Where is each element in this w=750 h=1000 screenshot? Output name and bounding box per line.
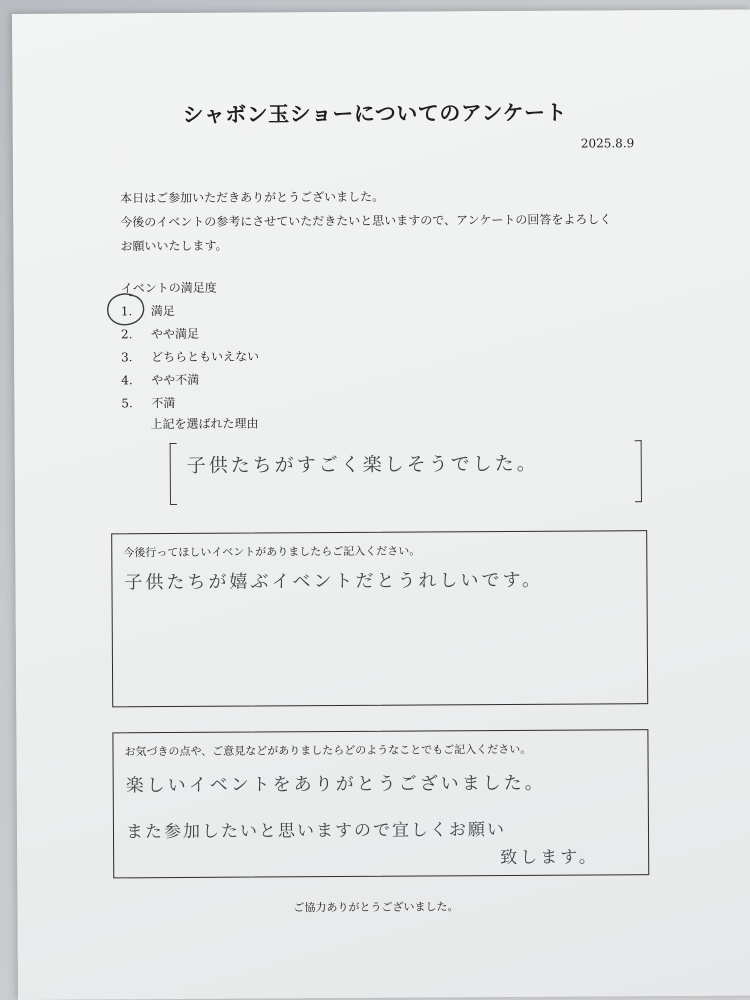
future-events-box[interactable] [111, 530, 648, 707]
option-label: やや不満 [151, 372, 200, 388]
reason-answer-field[interactable]: 子供たちがすごく楽しそうでした。 [186, 452, 539, 477]
option-label: やや満足 [150, 326, 200, 342]
intro-line: 本日はご参加いただきありがとうございました。 [120, 189, 385, 206]
survey-date: 2025.8.9 [580, 136, 635, 151]
future-events-label: 今後行ってほしいイベントがありましたらご記入ください。 [123, 544, 421, 560]
survey-sheet [12, 9, 750, 999]
option-label: どちらともいえない [151, 349, 260, 365]
option-number: 5. [121, 396, 133, 411]
option-number: 1. [120, 304, 133, 319]
intro-line: 今後のイベントの参考にさせていただきたいと思いますので、アンケートの回答をよろしく [120, 212, 612, 230]
option-number: 2. [120, 327, 133, 342]
option-label: 不満 [151, 396, 176, 411]
reason-bracket-right [635, 440, 642, 502]
comments-box[interactable] [112, 729, 649, 878]
option-somewhat-dissatisfied[interactable] [121, 370, 259, 394]
comments-answer-line: また参加したいと思いますので宜しくお願い [125, 819, 507, 843]
closing-thanks: ご協力ありがとうございました。 [293, 900, 459, 915]
option-somewhat-satisfied[interactable] [121, 324, 259, 348]
option-neutral[interactable] [121, 347, 259, 371]
satisfaction-options [121, 301, 260, 417]
comments-answer-line: 楽しいイベントをありがとうございました。 [125, 772, 546, 797]
comments-label: お気づきの点や、ご意見などがありましたらどのようなことでもご記入ください。 [124, 742, 532, 759]
future-events-answer: 子供たちが嬉ぶイベントだとうれしいです。 [124, 569, 544, 594]
satisfaction-heading: イベントの満足度 [120, 280, 217, 296]
option-satisfied[interactable] [121, 301, 259, 325]
intro-line: お願いいたします。 [120, 238, 228, 254]
intro-text [120, 183, 680, 258]
option-number: 3. [121, 350, 133, 365]
reason-label: 上記を選ばれた理由 [150, 416, 259, 432]
survey-title: シャボン玉ショーについてのアンケート [182, 100, 568, 127]
comments-answer-line: 致します。 [500, 847, 599, 869]
option-number: 4. [121, 373, 133, 388]
reason-bracket-left [170, 443, 177, 505]
option-label: 満足 [150, 304, 175, 319]
